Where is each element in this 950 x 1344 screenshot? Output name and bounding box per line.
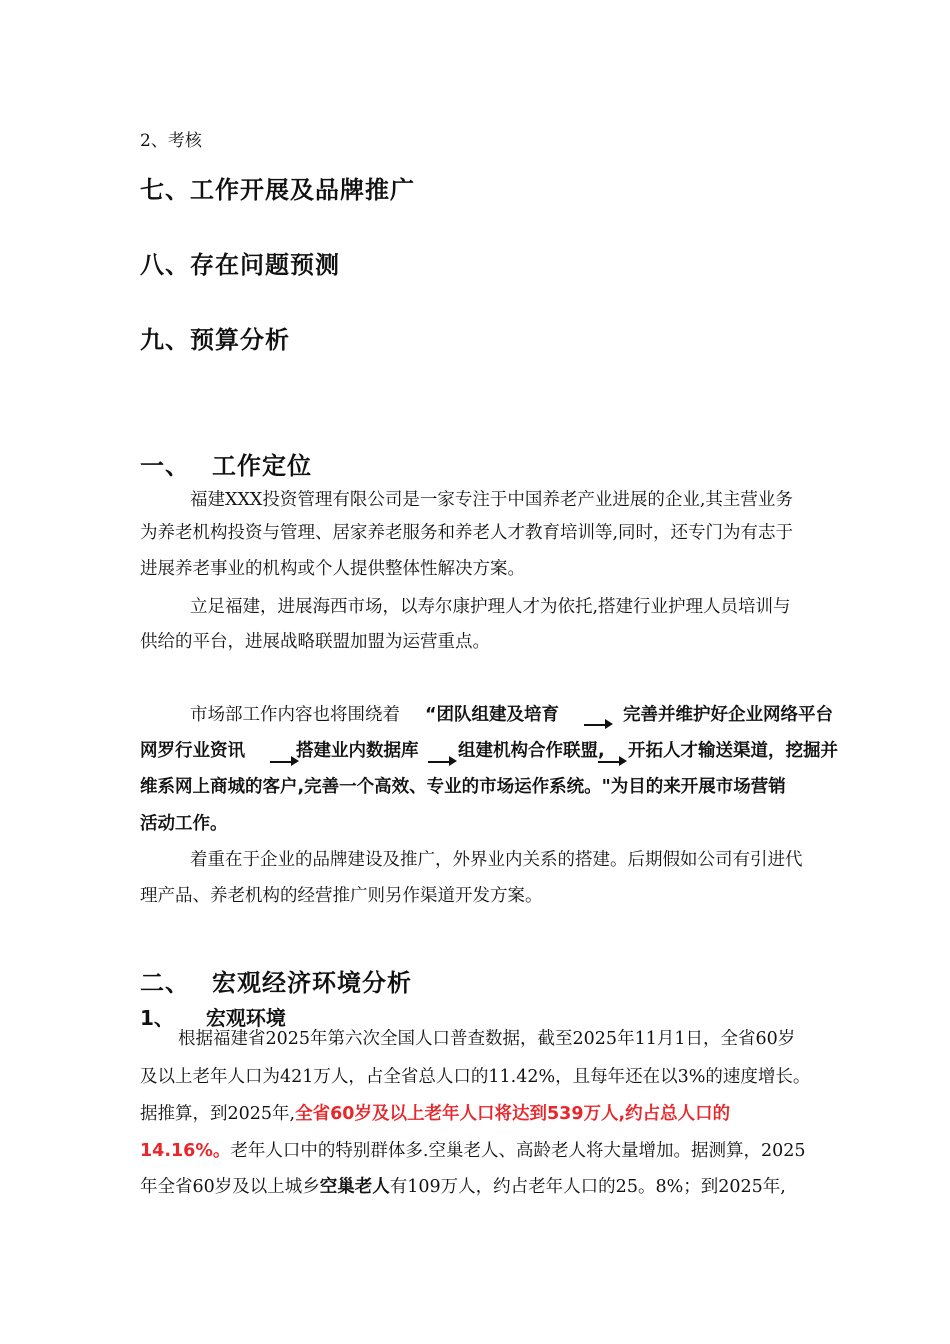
positioning-p1-line1: 福建XXX投资管理有限公司是一家专注于中国养老产业进展的企业,其主营业务 xyxy=(190,490,793,510)
positioning-p3-bold-1: 完善并维护好企业网络平台 xyxy=(623,705,833,725)
macro-line5-pre: 年全省60岁及以上城乡 xyxy=(140,1177,320,1197)
positioning-p2-line2: 供给的平台，进展战略联盟加盟为运营重点。 xyxy=(140,632,490,652)
section-2-number: 二、 xyxy=(140,969,190,997)
positioning-p2-line1: 立足福建，进展海西市场，以寿尔康护理人才为依托,搭建行业护理人员培训与 xyxy=(190,597,791,617)
positioning-p3-bold-7: 活动工作。 xyxy=(140,814,228,834)
macro-highlight-forecast: 全省60岁及以上老年人口将达到539万人,约占总人口的 xyxy=(295,1104,731,1124)
macro-line5 xyxy=(140,1169,786,1206)
positioning-p3-bold-2: 网罗行业资讯 xyxy=(140,741,245,761)
heading-section-1 xyxy=(140,446,312,481)
positioning-p1-line3: 进展养老事业的机构或个人提供整体性解决方案。 xyxy=(140,559,525,579)
positioning-p4-line2: 理产品、养老机构的经营推广则另作渠道开发方案。 xyxy=(140,886,543,906)
outline-item-assessment: 2、考核 xyxy=(140,131,202,151)
macro-highlight-percent: 14.16%。 xyxy=(140,1141,231,1161)
macro-line4 xyxy=(140,1133,806,1170)
section-2-title: 宏观经济环境分析 xyxy=(212,969,412,997)
macro-line5-post: 有109万人，约占老年人口的25。8%；到2025年, xyxy=(389,1177,786,1197)
section-2-1-number: 1、 xyxy=(140,1006,174,1030)
macro-line3 xyxy=(140,1096,730,1133)
section-2-1-title: 宏观环境 xyxy=(205,1006,286,1030)
positioning-p3-intro: 市场部工作内容也将围绕着 xyxy=(190,705,400,725)
positioning-p1-line2: 为养老机构投资与管理、居家养老服务和养老人才教育培训等,同时，还专门为有志于 xyxy=(140,523,794,543)
heading-section-7: 七、工作开展及品牌推广 xyxy=(140,176,415,204)
positioning-p3-bold-3: 搭建业内数据库 xyxy=(296,741,419,761)
positioning-p3-quote-open: “团队组建及培育 xyxy=(425,705,560,725)
macro-empty-nest-term: 空巢老人 xyxy=(319,1177,390,1197)
macro-line2: 及以上老年人口为421万人，占全省总人口的11.42%，且每年还在以3%的速度增长。 xyxy=(140,1067,811,1087)
macro-line3-text: 据推算，到2025年, xyxy=(140,1104,296,1124)
heading-section-8: 八、存在问题预测 xyxy=(140,251,340,279)
macro-line4-text: 老年人口中的特别群体多.空巢老人、高龄老人将大量增加。据测算，2025 xyxy=(230,1141,806,1161)
macro-line1: 根据福建省2025年第六次全国人口普查数据，截至2025年11月1日，全省60岁 xyxy=(178,1029,796,1049)
positioning-p3-bold-5: 开拓人才输送渠道，挖掘并 xyxy=(628,741,838,761)
heading-section-2 xyxy=(140,963,412,998)
section-1-number: 一、 xyxy=(140,452,190,480)
positioning-p3-bold-4: 组建机构合作联盟, xyxy=(458,741,605,761)
positioning-p4-line1: 着重在于企业的品牌建设及推广，外界业内关系的搭建。后期假如公司有引进代 xyxy=(190,850,803,870)
heading-section-9: 九、预算分析 xyxy=(140,326,290,354)
section-1-title: 工作定位 xyxy=(212,452,312,480)
positioning-p3-bold-6: 维系网上商城的客户,完善一个高效、专业的市场运作系统。"为目的来开展市场营销 xyxy=(140,777,786,797)
